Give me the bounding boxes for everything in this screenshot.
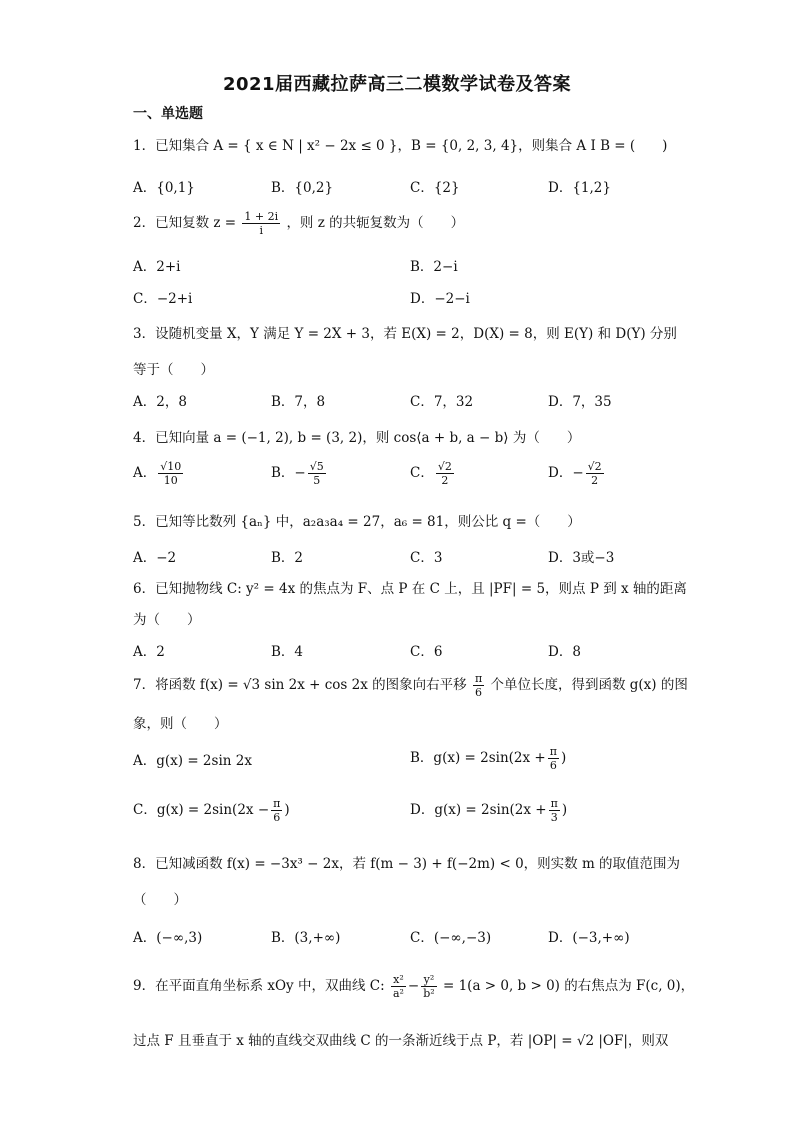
question-9-stem-line1 — [133, 973, 694, 1000]
q2-option-c: C．−2+i — [133, 291, 193, 307]
q2-option-d: D．−2−i — [410, 291, 470, 307]
q9-stem-prefix: 9．在平面直角坐标系 xOy 中，双曲线 C: — [133, 978, 385, 994]
q4-option-c-den: 2 — [441, 474, 449, 487]
question-7-stem-line1 — [133, 672, 688, 699]
q4-option-b-den: 5 — [313, 474, 321, 487]
q7-option-d-expr: g(x) = 2sin(2x + — [434, 802, 547, 818]
q4-option-a — [133, 460, 185, 487]
q2-stem-prefix: 2．已知复数 z = — [133, 215, 237, 231]
question-8-stem-line1: 8．已知减函数 f(x) = −3x³ − 2x，若 f(m − 3) + f(−2m) < 0，则实数 m 的取值范围为 — [133, 856, 681, 872]
q4-option-a-fraction — [158, 460, 183, 487]
q6-option-b: B．4 — [271, 644, 304, 660]
q2-option-b: B．2−i — [410, 259, 458, 275]
q7-option-b — [410, 745, 566, 772]
q8-option-d: D．(−3,+∞) — [548, 930, 630, 946]
q4-option-c-label: C． — [410, 465, 434, 481]
section-heading: 一、单选题 — [133, 106, 203, 122]
question-7-stem-line2: 象，则（ ） — [133, 716, 228, 732]
q4-option-d-den: 2 — [591, 474, 599, 487]
q7-option-a-label: A． — [133, 753, 157, 769]
q6-option-d: D．8 — [548, 644, 581, 660]
q9-minus: − — [407, 978, 420, 994]
q7-shift-fraction — [473, 672, 484, 699]
q8-option-c: C．(−∞,−3) — [410, 930, 492, 946]
q4-option-a-num: √10 — [160, 460, 182, 473]
q7-option-c-fraction — [271, 797, 282, 824]
question-9-stem-line2: 过点 F 且垂直于 x 轴的直线交双曲线 C 的一条渐近线于点 P，若 |OP| = √2 |OF|，则双 — [133, 1033, 669, 1049]
q9-x-den: a² — [392, 987, 404, 1000]
q4-option-c — [410, 460, 456, 487]
q9-y-num: y² — [421, 973, 436, 987]
q7-option-b-label: B． — [410, 750, 434, 766]
q4-option-a-den: 10 — [163, 474, 178, 487]
q7-option-b-fraction — [548, 745, 559, 772]
q7-option-a-expr: g(x) = 2sin 2x — [156, 753, 252, 769]
q2-frac-denominator: i — [259, 224, 264, 237]
q5-option-c: C．3 — [410, 550, 443, 566]
q7-option-c-expr: g(x) = 2sin(2x − — [156, 802, 270, 818]
q1-option-b: B．{0,2} — [271, 180, 334, 196]
q7-option-b-num: π — [549, 745, 557, 758]
q4-option-b-sign: − — [294, 465, 306, 481]
q4-option-a-label: A． — [133, 465, 157, 481]
q2-frac-numerator: 1 + 2i — [244, 210, 279, 223]
q4-option-d-label: D． — [548, 465, 573, 481]
q4-option-c-num: √2 — [437, 460, 452, 473]
q7-stem-prefix: 7．将函数 f(x) = √3 sin 2x + cos 2x 的图象向右平移 — [133, 677, 467, 693]
q2-option-a: A．2+i — [133, 259, 181, 275]
q7-option-d-den: 3 — [550, 811, 558, 824]
q7-option-c-label: C． — [133, 802, 157, 818]
q8-option-a: A．(−∞,3) — [133, 930, 203, 946]
page-title: 2021届西藏拉萨高三二模数学试卷及答案 — [222, 74, 572, 95]
q7-option-b-den: 6 — [549, 759, 557, 772]
q7-option-d-close: ) — [561, 802, 568, 818]
q3-option-b: B．7，8 — [271, 394, 326, 410]
q9-stem-suffix: = 1(a > 0, b > 0) 的右焦点为 F(c, 0)， — [442, 978, 695, 994]
question-3-stem-line1: 3．设随机变量 X，Y 满足 Y = 2X + 3，若 E(X) = 2，D(X) = 8，则 E(Y) 和 D(Y) 分别 — [133, 326, 677, 342]
q3-option-a: A．2，8 — [133, 394, 187, 410]
q6-option-a: A．2 — [133, 644, 165, 660]
q5-option-d: D．3或−3 — [548, 550, 615, 566]
q7-option-c-close: ) — [284, 802, 290, 818]
q8-option-b: B．(3,+∞) — [271, 930, 341, 946]
q7-option-b-close: ) — [560, 750, 567, 766]
q4-option-d — [548, 460, 606, 487]
question-4-stem: 4．已知向量 a = (−1, 2), b = (3, 2)，则 cos⟨a + b, a − b⟩ 为（ ） — [133, 430, 581, 446]
q7-option-d — [410, 797, 567, 824]
q7-option-c-num: π — [273, 797, 281, 810]
q6-option-c: C．6 — [410, 644, 443, 660]
q1-option-c: C．{2} — [410, 180, 460, 196]
q7-option-c — [133, 797, 290, 824]
q7-shift-den: 6 — [475, 686, 483, 699]
q4-option-b-fraction — [308, 460, 326, 487]
q1-option-a: A．{0,1} — [133, 180, 195, 196]
q4-option-d-num: √2 — [587, 460, 602, 473]
q7-stem-suffix: 个单位长度，得到函数 g(x) 的图 — [490, 677, 688, 693]
q1-option-d: D．{1,2} — [548, 180, 611, 196]
q4-option-d-sign: − — [572, 465, 584, 481]
q2-stem-suffix: ，则 z 的共轭复数为（ ） — [286, 215, 465, 231]
question-3-stem-line2: 等于（ ） — [133, 362, 214, 378]
q5-option-b: B．2 — [271, 550, 304, 566]
q4-option-b-label: B． — [271, 465, 295, 481]
q7-option-d-fraction — [549, 797, 560, 824]
q4-option-d-fraction — [586, 460, 604, 487]
question-6-stem-line2: 为（ ） — [133, 612, 201, 628]
q4-option-b-num: √5 — [309, 460, 324, 473]
q9-x-num: x² — [391, 973, 406, 987]
q7-shift-num: π — [474, 672, 483, 685]
question-1-stem: 1．已知集合 A = { x ∈ N | x² − 2x ≤ 0 }，B = {0, 2, 3, 4}，则集合 A I B = ( ) — [133, 138, 668, 154]
q7-option-d-num: π — [550, 797, 558, 810]
q5-option-a: A．−2 — [133, 550, 177, 566]
q9-y-fraction — [421, 973, 436, 1000]
q9-x-fraction — [391, 973, 406, 1000]
q4-option-c-fraction — [436, 460, 454, 487]
q2-fraction — [242, 210, 280, 237]
q4-option-b — [271, 460, 328, 487]
q9-y-den: b² — [423, 987, 435, 1000]
q7-option-d-label: D． — [410, 802, 435, 818]
q3-option-c: C．7，32 — [410, 394, 474, 410]
question-5-stem: 5．已知等比数列 {aₙ} 中，a₂a₃a₄ = 27，a₆ = 81，则公比 q =（ ） — [133, 514, 581, 530]
q7-option-c-den: 6 — [273, 811, 281, 824]
question-6-stem-line1: 6．已知抛物线 C: y² = 4x 的焦点为 F、点 P 在 C 上，且 |PF| = 5，则点 P 到 x 轴的距离 — [133, 581, 687, 597]
q3-option-d: D．7，35 — [548, 394, 612, 410]
question-8-stem-line2: （ ） — [133, 892, 187, 908]
question-2-stem — [133, 210, 464, 237]
q7-option-a — [133, 749, 252, 769]
q7-option-b-expr: g(x) = 2sin(2x + — [433, 750, 546, 766]
